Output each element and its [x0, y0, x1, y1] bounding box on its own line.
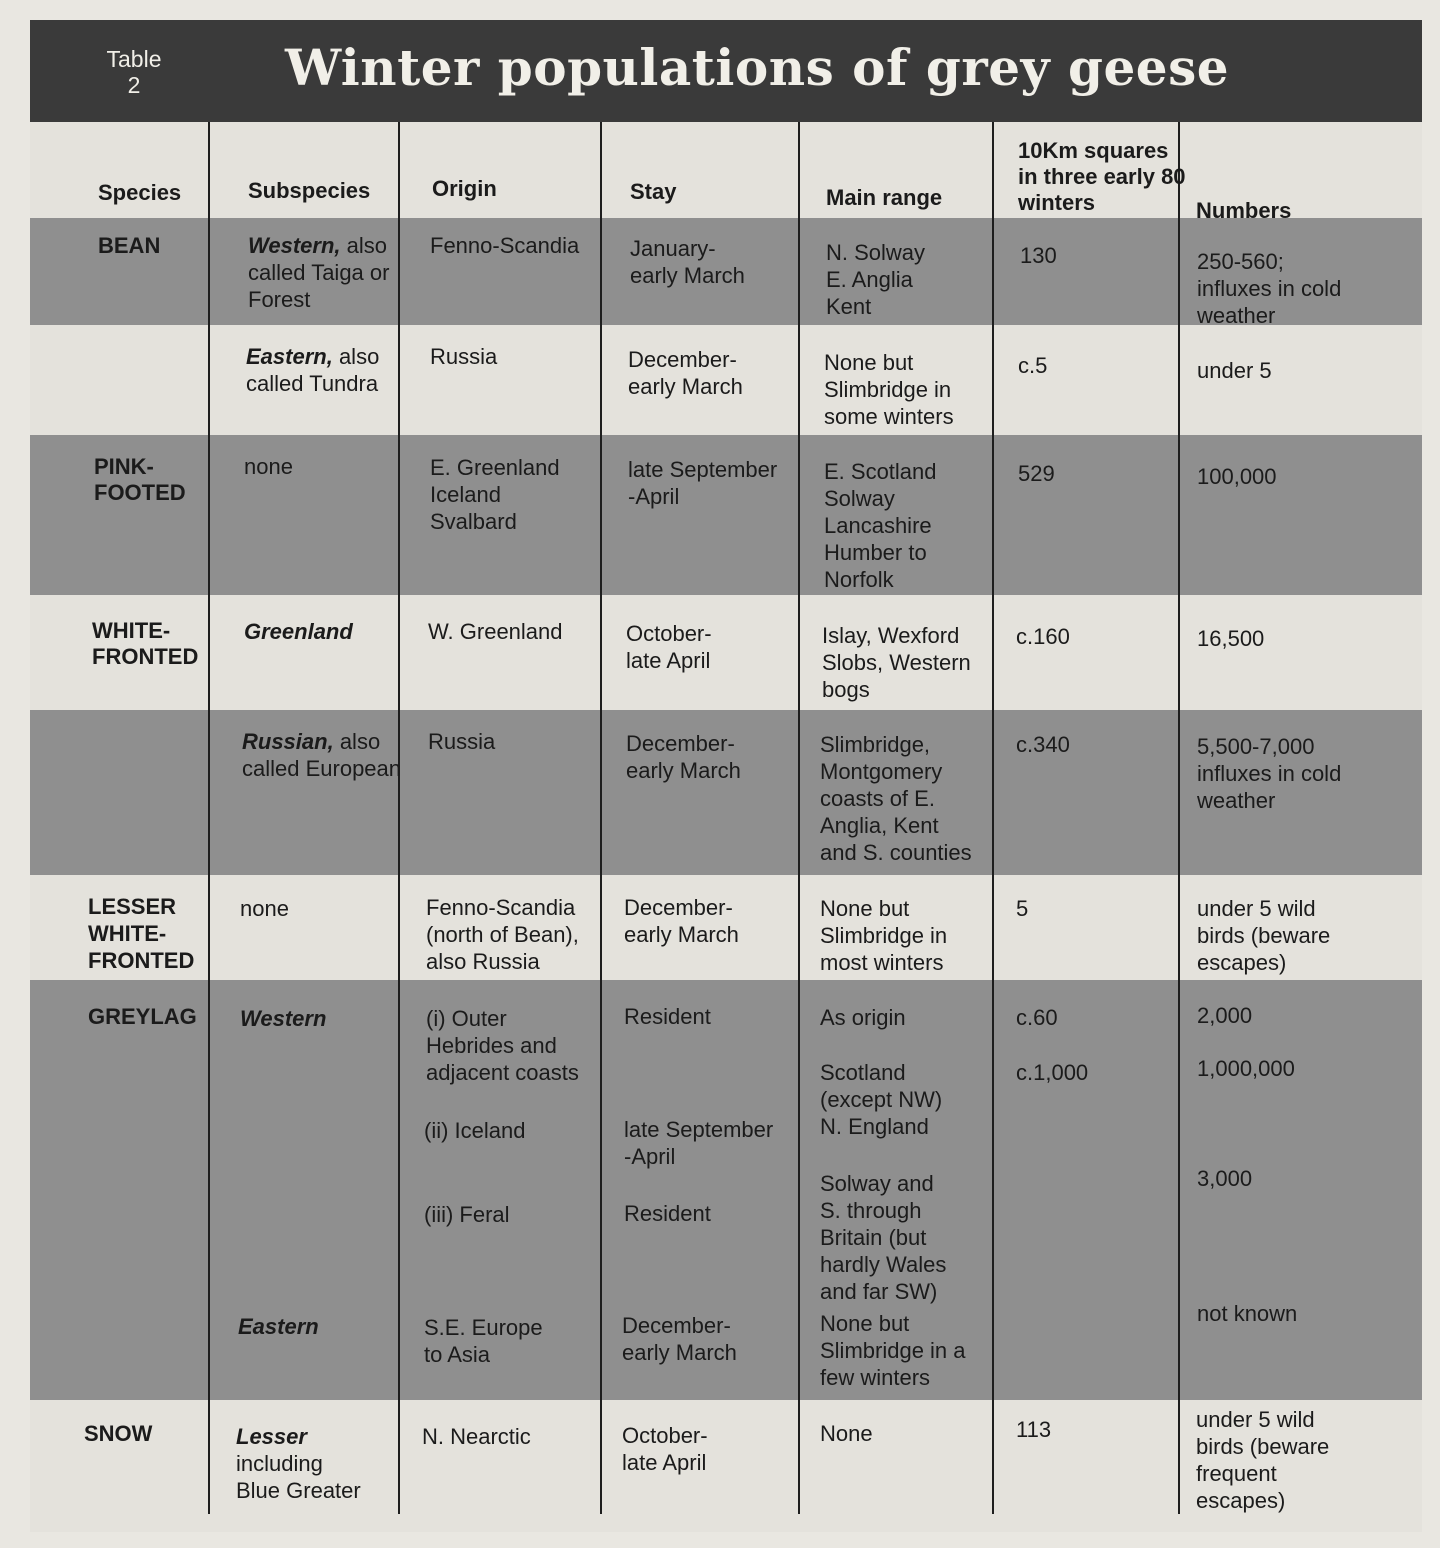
- stay-cell: late September -April: [628, 457, 778, 509]
- origin-cell: E. Greenland Iceland Svalbard: [430, 455, 560, 534]
- range-cell: None but Slimbridge in a few winters: [820, 1311, 966, 1390]
- origin-cell: S.E. Europe to Asia: [424, 1315, 543, 1367]
- row-band-white-fronted-greenland: [30, 595, 1422, 710]
- header-origin: Origin: [432, 176, 497, 201]
- numbers-cell: 100,000: [1197, 464, 1277, 489]
- stay-cell: October- late April: [622, 1423, 708, 1475]
- species-cell: WHITE- FRONTED: [92, 618, 199, 669]
- table-title: Winter populations of grey geese: [285, 38, 1230, 97]
- range-cell: E. Scotland Solway Lancashire Humber to Norfolk: [824, 459, 937, 592]
- squares-cell: 113: [1016, 1417, 1052, 1442]
- stay-cell: late September -April: [624, 1117, 774, 1169]
- subspecies-cell: [246, 343, 406, 397]
- numbers-cell: 5,500-7,000 influxes in cold weather: [1197, 734, 1342, 813]
- squares-cell: c.60: [1016, 1005, 1058, 1030]
- species-cell: PINK- FOOTED: [94, 454, 186, 505]
- subspecies-name: Eastern,: [246, 344, 333, 369]
- subspecies-name: Greenland: [244, 619, 353, 644]
- column-divider: [1178, 122, 1180, 1514]
- range-cell: None but Slimbridge in most winters: [820, 896, 948, 975]
- numbers-cell: under 5 wild birds (beware escapes): [1197, 896, 1331, 975]
- subspecies-note: also called Tundra: [246, 344, 380, 396]
- subspecies-note: also called European: [242, 729, 402, 781]
- squares-cell: 529: [1018, 461, 1055, 486]
- subspecies-note: including Blue Greater: [236, 1451, 361, 1503]
- stay-cell: December- early March: [628, 347, 743, 399]
- origin-cell: (i) Outer Hebrides and adjacent coasts: [426, 1006, 579, 1085]
- squares-cell: c.5: [1018, 353, 1048, 378]
- title-bar: [30, 20, 1422, 122]
- column-divider: [798, 122, 800, 1514]
- stay-cell: January- early March: [630, 236, 745, 288]
- origin-cell: W. Greenland: [428, 619, 563, 644]
- header-10km-squares: 10Km squares in three early 80 winters: [1018, 138, 1186, 215]
- subspecies-cell: [236, 1423, 361, 1504]
- origin-cell: Fenno-Scandia: [430, 233, 580, 258]
- range-cell: None: [820, 1421, 873, 1446]
- origin-cell: Fenno-Scandia (north of Bean), also Russia: [426, 895, 579, 974]
- numbers-cell: under 5 wild birds (beware frequent escapes): [1196, 1407, 1330, 1513]
- column-divider: [398, 122, 400, 1514]
- numbers-cell: 2,000: [1197, 1003, 1253, 1028]
- table-number: Table 2: [106, 46, 162, 98]
- subspecies-name: Eastern: [238, 1314, 319, 1339]
- header-numbers: Numbers: [1196, 198, 1292, 223]
- species-cell: GREYLAG: [88, 1004, 197, 1029]
- range-cell: Scotland (except NW) N. England: [820, 1060, 943, 1139]
- numbers-cell: 250-560; influxes in cold weather: [1197, 249, 1342, 328]
- column-divider: [208, 122, 210, 1514]
- range-cell: Solway and S. through Britain (but hardly Wales and far SW): [820, 1171, 947, 1304]
- subspecies-name: Western: [240, 1006, 327, 1031]
- range-cell: Islay, Wexford Slobs, Western bogs: [822, 623, 971, 702]
- squares-cell: c.1,000: [1016, 1060, 1089, 1085]
- numbers-cell: 1,000,000: [1197, 1056, 1295, 1081]
- stay-cell: October- late April: [626, 621, 712, 673]
- header-stay: Stay: [630, 179, 677, 204]
- subspecies-cell: [248, 232, 408, 313]
- column-divider: [992, 122, 994, 1514]
- subspecies-name: Russian,: [242, 729, 334, 754]
- species-cell: LESSER WHITE- FRONTED: [88, 894, 195, 973]
- subspecies-cell: none: [244, 454, 293, 479]
- origin-cell: Russia: [430, 344, 498, 369]
- numbers-cell: 16,500: [1197, 626, 1265, 651]
- stay-cell: December- early March: [624, 895, 739, 947]
- stay-cell: December- early March: [626, 731, 741, 783]
- squares-cell: c.160: [1016, 624, 1070, 649]
- squares-cell: c.340: [1016, 732, 1070, 757]
- squares-cell: 5: [1016, 896, 1029, 921]
- header-species: Species: [98, 180, 182, 205]
- species-cell: BEAN: [98, 233, 161, 258]
- origin-cell: N. Nearctic: [422, 1424, 531, 1449]
- range-cell: N. Solway E. Anglia Kent: [826, 240, 926, 319]
- subspecies-name: Western,: [248, 233, 341, 258]
- subspecies-note: also called Taiga or Forest: [248, 233, 390, 312]
- subspecies-name: Lesser: [236, 1424, 307, 1449]
- species-cell: SNOW: [84, 1421, 153, 1446]
- header-subspecies: Subspecies: [248, 178, 371, 203]
- origin-cell: Russia: [428, 729, 496, 754]
- range-cell: Slimbridge, Montgomery coasts of E. Anglia, Kent and S. counties: [820, 732, 972, 865]
- table-page: [30, 20, 1422, 1532]
- range-cell: As origin: [820, 1005, 906, 1030]
- stay-cell: Resident: [624, 1201, 711, 1226]
- squares-cell: 130: [1020, 243, 1057, 268]
- origin-cell: (iii) Feral: [424, 1202, 510, 1227]
- subspecies-cell: [242, 728, 402, 782]
- origin-cell: (ii) Iceland: [424, 1118, 526, 1143]
- column-divider: [600, 122, 602, 1514]
- numbers-cell: not known: [1197, 1301, 1298, 1326]
- stay-cell: December- early March: [622, 1313, 737, 1365]
- range-cell: None but Slimbridge in some winters: [824, 350, 954, 429]
- subspecies-cell: none: [240, 896, 289, 921]
- stay-cell: Resident: [624, 1004, 711, 1029]
- header-main-range: Main range: [826, 185, 943, 210]
- numbers-cell: 3,000: [1197, 1166, 1253, 1191]
- numbers-cell: under 5: [1197, 358, 1272, 383]
